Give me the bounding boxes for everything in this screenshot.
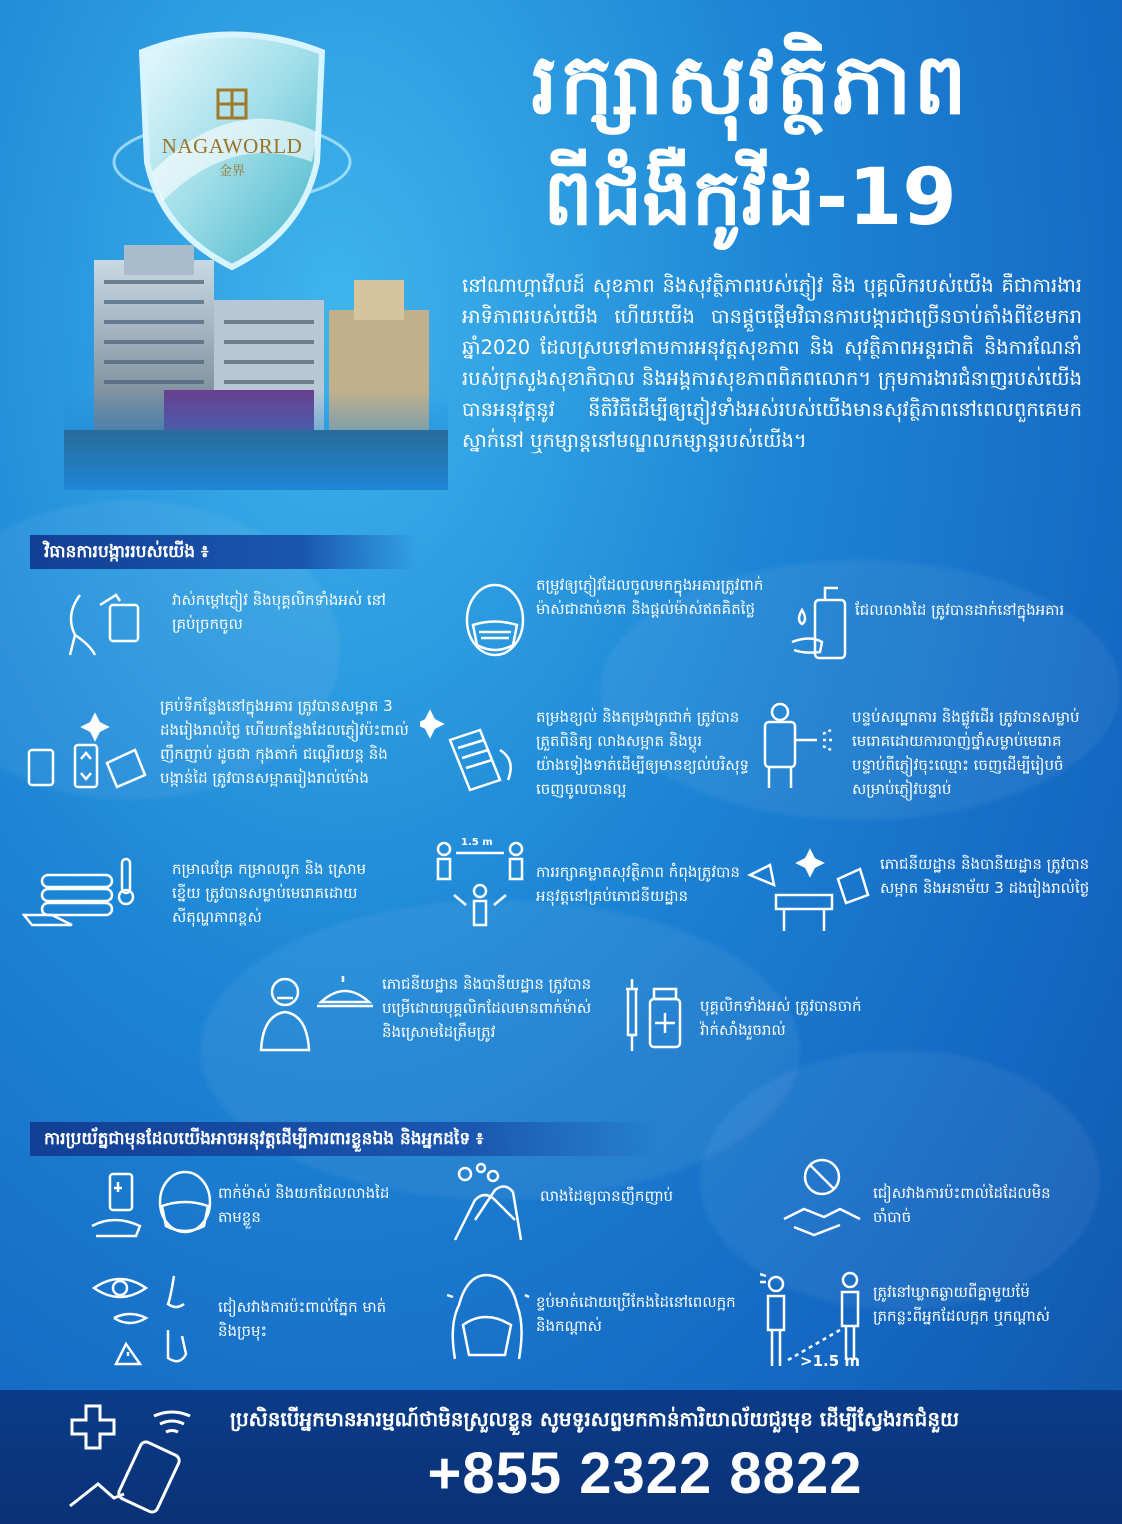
phone-help-icon	[68, 1402, 198, 1520]
measure-text-3: ជែលលាងដៃ ត្រូវបានដាក់នៅក្នុងអគារ	[855, 601, 1065, 619]
precaution-text-1: ពាក់ម៉ាស់ និងយកជែលលាងដៃតាមខ្លួន	[218, 1184, 390, 1226]
measure-text-4: គ្រប់ទីកន្លែងនៅក្នុងអគារ ត្រូវបានសម្អាត 3 ដងរៀងរាល់ថ្ងៃ ហើយកន្លែងដែលភ្ញៀវប៉ះពាល់ញឹកញាប់ ដូចជា កុងតាក់ ជណ្តើរយន្ត និងបង្កាន់ដៃ ត្រូវបានសម្អាតរៀងរាល់ម៉ោង	[160, 697, 409, 787]
measure-text-7: កម្រាលគ្រែ កម្រាលពូក និង ស្រោមខ្នើយ ត្រូវបានសម្លាប់មេរោគដោយសីតុណ្ហភាពខ្ពស់	[172, 860, 367, 926]
measure-text-6: បន្ទប់សណ្ឋាគារ និងផ្លូវដើរ ត្រូវបានសម្លាប់មេរោគដោយការបាញ់ថ្នាំសម្លាប់មេរោគ បន្ទាប់ពីភ្ញៀវចុះឈ្មោះ ចេញដើម្បីរៀបចំសម្រាប់ភ្ញៀវបន្ទាប់	[852, 708, 1080, 798]
mask-gel-icon	[90, 1170, 215, 1240]
restaurant-clean-icon	[740, 845, 875, 935]
precaution-text-3: ជៀសវាងការប៉ះពាល់ដៃដែលមិនចាំបាច់	[873, 1184, 1051, 1226]
logo-subtext: 金界	[218, 164, 245, 179]
measure-text-9: ភោជនីយដ្ឋាន និងបានីយដ្ឋាន ត្រូវបានសម្អាត និងអនាម័យ 3 ដងរៀងរាល់ថ្ងៃ	[880, 855, 1090, 897]
measure-text-10: ភោជនីយដ្ឋាន និងបានីយដ្ឋាន ត្រូវបានបម្រើដោយបុគ្គលិកដែលមានពាក់ម៉ាស់ និងស្រោមដៃត្រឹមត្រូវ	[382, 975, 592, 1041]
temperature-check-icon	[60, 585, 150, 665]
spray-cleaning-icon	[25, 705, 153, 800]
measure-text-8: ការរក្សាគម្លាតសុវត្ថិភាព កំពុងត្រូវបានអនុវត្តនៅគ្រប់ភោជនីយដ្ឋាន	[536, 863, 740, 905]
waiter-icon	[255, 970, 375, 1055]
hotel-building-image	[64, 240, 448, 490]
no-handshake-icon	[780, 1155, 865, 1245]
logo-text: NAGAWORLD	[161, 134, 303, 158]
footer-message: ប្រសិនបើអ្នកមានអារម្មណ៍ថាមិនស្រួលខ្លួន សូមទូរសព្ទមកកាន់ការិយាល័យជួរមុខ ដើម្បីស្វែងរកជំនួយ	[230, 1407, 960, 1431]
sub-title: ពីជំងឺកូវីដ-19	[543, 153, 957, 243]
distance-label-2: >1.5 m	[800, 1352, 860, 1370]
measure-text-5: តម្រងខ្យល់ និងតម្រងត្រជាក់ ត្រូវបានត្រួតពិនិត្យ លាងសម្អាត និងប្តូរយ៉ាងទៀងទាត់ដើម្បីឲ្យមានខ្យល់បរិសុទ្ធចេញចូលបានល្អ	[536, 708, 750, 798]
precaution-text-4: ជៀសវាងការប៉ះពាល់ភ្នែក មាត់ និងច្រមុះ	[218, 1298, 387, 1340]
face-mask-icon	[455, 580, 535, 665]
distance-label-1: 1.5 m	[461, 837, 493, 848]
air-filter-icon	[420, 700, 520, 795]
phone-number[interactable]: +855 2322 8822	[427, 1441, 863, 1506]
measure-text-1: វាស់កម្តៅភ្ញៀវ និងបុគ្គលិកទាំងអស់ នៅគ្រប់ច្រកចូល	[172, 591, 386, 633]
precaution-text-2: លាងដៃឲ្យបានញឹកញាប់	[540, 1187, 674, 1205]
precaution-text-6: ត្រូវនៅឃ្លាតឆ្ងាយពីគ្នាមួយម៉ែត្រកន្លះពីអ្នកដែលក្អក ឬកណ្តាស់	[873, 1283, 1050, 1325]
section-heading-measures: វិធានការបង្ការរបស់យើង ៖	[30, 535, 418, 569]
wash-hands-icon	[445, 1160, 530, 1245]
hand-sanitizer-icon	[790, 580, 850, 665]
intro-paragraph: នៅណាហ្គាវើលដ៍ សុខភាព និងសុវត្ថិភាពរបស់ភ្ញៀវ និង បុគ្គលិករបស់យើង គឺជាការងារអាទិភាពរបស់យើង ហើយយើង បានផ្តួចផ្តើមវិធានការបង្ការជាច្រើនចាប់តាំងពីខែមករាឆ្នាំ2020 ដែលស្របទៅតាមការអនុវត្តសុខភាព និង សុវត្ថិភាពអន្តរជាតិ និងការណែនាំរបស់ក្រសួងសុខាភិបាល និងអង្គការសុខភាពពិភពលោក។ ក្រុមការងារជំនាញរបស់យើង បានអនុវត្តនូវ នីតិវិធីដើម្បីឲ្យភ្ញៀវទាំងអស់របស់យើងមានសុវត្ថិភាពនៅពេលពួកគេមកស្នាក់នៅ ឬកម្សាន្តនៅមណ្ឌលកម្សាន្តរបស់យើង។	[462, 274, 1082, 452]
social-distance-icon	[430, 835, 530, 935]
precaution-text-5: ខ្ទប់មាត់ដោយប្រើកែងដៃនៅពេលក្អក និងកណ្តាស់	[536, 1293, 736, 1335]
linen-heat-icon	[22, 855, 140, 935]
face-touch-icon	[90, 1270, 210, 1370]
section-heading-precautions: ការប្រយ័ត្នជាមុនដែលយើងអាចអនុវត្តដើម្បីការពារខ្លួនឯង និងអ្នកដទៃ ៖	[30, 1122, 658, 1156]
measure-text-2: តម្រូវឲ្យភ្ញៀវដែលចូលមកក្នុងអគារត្រូវពាក់ម៉ាស់ជាដាច់ខាត និងផ្តល់ម៉ាស់ឥតគិតថ្លៃ	[536, 576, 764, 618]
cover-cough-icon	[445, 1265, 530, 1365]
vaccine-icon	[620, 975, 685, 1055]
measure-text-11: បុគ្គលិកទាំងអស់ ត្រូវបានចាក់វ៉ាក់សាំងរួចរាល់	[700, 997, 862, 1039]
main-title: រក្សាសុវត្ថិភាព	[531, 35, 969, 133]
disinfect-room-icon	[755, 700, 855, 790]
